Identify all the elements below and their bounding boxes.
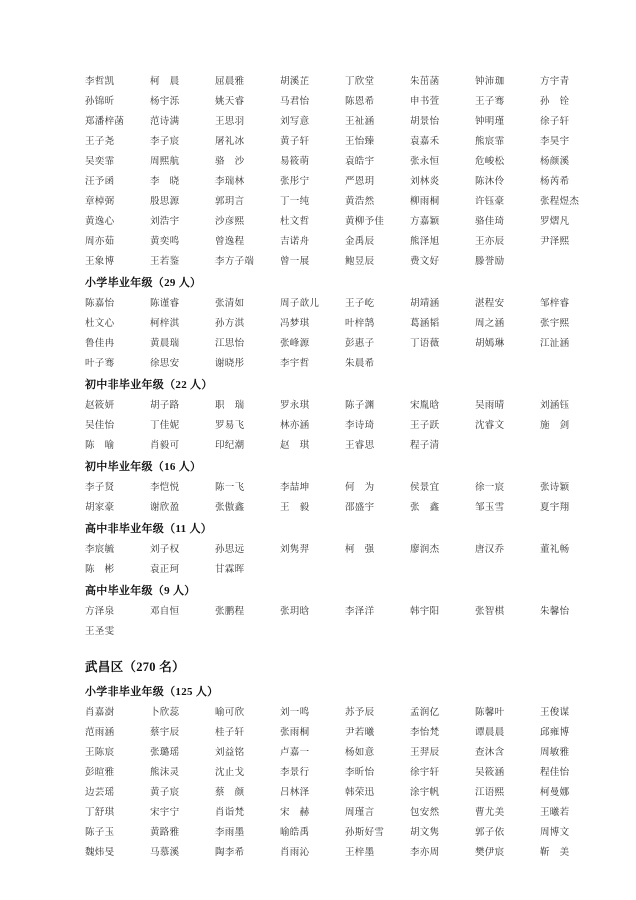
person-name: 张清如 xyxy=(215,299,245,309)
person-name: 汪予函 xyxy=(85,177,115,187)
person-name: 谢晓彤 xyxy=(215,359,245,369)
person-name: 曹尤美 xyxy=(475,808,505,818)
person-name: 柯 晨 xyxy=(150,77,180,87)
person-name: 丁语薇 xyxy=(410,339,440,349)
name-row xyxy=(85,92,610,112)
district-title: 武昌区（270 名） xyxy=(85,660,185,674)
person-name: 宋胤晗 xyxy=(410,401,440,411)
name-row xyxy=(85,823,610,843)
person-name: 王陈宸 xyxy=(85,748,115,758)
name-row xyxy=(85,252,610,272)
person-name: 朱晨希 xyxy=(345,359,375,369)
person-name: 李诗琦 xyxy=(345,421,375,431)
person-name: 郑潘梓菡 xyxy=(85,117,125,127)
person-name: 胡嫣琳 xyxy=(475,339,505,349)
person-name: 罗易飞 xyxy=(215,421,245,431)
person-name: 湛程安 xyxy=(475,299,505,309)
person-name: 胡景怡 xyxy=(410,117,440,127)
person-name: 邹梓睿 xyxy=(540,299,570,309)
person-name: 熊泽旭 xyxy=(410,237,440,247)
name-row xyxy=(85,783,610,803)
person-name: 程佳怡 xyxy=(540,768,570,778)
person-name: 徐思安 xyxy=(150,359,180,369)
person-name: 江沚涵 xyxy=(540,339,570,349)
name-row xyxy=(85,743,610,763)
person-name: 孟润亿 xyxy=(410,708,440,718)
person-name: 肖诣梵 xyxy=(215,808,245,818)
person-name: 宋宇宁 xyxy=(150,808,180,818)
name-row xyxy=(85,436,610,456)
person-name: 肖嘉澍 xyxy=(85,708,115,718)
name-row xyxy=(85,232,610,252)
person-name: 尹若曦 xyxy=(345,728,375,738)
person-name: 夏宇翔 xyxy=(540,503,570,513)
person-name: 韩荣迅 xyxy=(345,788,375,798)
person-name: 陈一飞 xyxy=(215,483,245,493)
person-name: 唐汉乔 xyxy=(475,545,505,555)
person-name: 邓自恒 xyxy=(150,607,180,617)
person-name: 刘益铭 xyxy=(215,748,245,758)
person-name: 张彤宁 xyxy=(280,177,310,187)
person-name: 方泽泉 xyxy=(85,607,115,617)
person-name: 胡家豪 xyxy=(85,503,115,513)
person-name: 印纪潮 xyxy=(215,441,245,451)
person-name: 骆 沙 xyxy=(215,157,245,167)
person-name: 刘写意 xyxy=(280,117,310,127)
person-name: 袁皓宇 xyxy=(345,157,375,167)
person-name: 叶子骞 xyxy=(85,359,115,369)
person-name: 孙 铨 xyxy=(540,97,570,107)
person-name: 陶李希 xyxy=(215,848,245,858)
person-name: 柯梓淇 xyxy=(150,319,180,329)
person-name: 陈子玉 xyxy=(85,828,115,838)
person-name: 王子尧 xyxy=(85,137,115,147)
person-name: 张傲鑫 xyxy=(215,503,245,513)
person-name: 张永恒 xyxy=(410,157,440,167)
person-name: 涂宇帆 xyxy=(410,788,440,798)
person-name: 陈沐伶 xyxy=(475,177,505,187)
section-title: 初中毕业年级（16 人） xyxy=(85,461,202,473)
person-name: 樊伊宸 xyxy=(475,848,505,858)
person-name: 胡溪芷 xyxy=(280,77,310,87)
person-name: 张雨桐 xyxy=(280,728,310,738)
person-name: 李亦周 xyxy=(410,848,440,858)
person-name: 彭暄雅 xyxy=(85,768,115,778)
name-row xyxy=(85,112,610,132)
person-name: 丁舒琪 xyxy=(85,808,115,818)
person-name: 钟沛珈 xyxy=(475,77,505,87)
person-name: 吴佳怡 xyxy=(85,421,115,431)
person-name: 包安然 xyxy=(410,808,440,818)
person-name: 丁一纯 xyxy=(280,197,310,207)
person-name: 骆佳琦 xyxy=(475,217,505,227)
name-row xyxy=(85,703,610,723)
name-row xyxy=(85,294,610,314)
person-name: 黄浩然 xyxy=(345,197,375,207)
person-name: 蔡宇辰 xyxy=(150,728,180,738)
person-name: 查沐含 xyxy=(475,748,505,758)
person-name: 廖润杰 xyxy=(410,545,440,555)
person-name: 杨颜溪 xyxy=(540,157,570,167)
person-name: 马君怡 xyxy=(280,97,310,107)
person-name: 林亦涵 xyxy=(280,421,310,431)
person-name: 江思怡 xyxy=(215,339,245,349)
person-name: 沈止戈 xyxy=(215,768,245,778)
person-name: 张玥晗 xyxy=(280,607,310,617)
person-name: 王思羽 xyxy=(215,117,245,127)
person-name: 王曦若 xyxy=(540,808,570,818)
person-name: 周亦茹 xyxy=(85,237,115,247)
person-name: 陈馨叶 xyxy=(475,708,505,718)
person-name: 谢欣盈 xyxy=(150,503,180,513)
name-row xyxy=(85,132,610,152)
person-name: 职 瑞 xyxy=(215,401,245,411)
person-name: 程子清 xyxy=(410,441,440,451)
person-name: 张诗颖 xyxy=(540,483,570,493)
name-row xyxy=(85,498,610,518)
person-name: 李泽洋 xyxy=(345,607,375,617)
person-name: 张智棋 xyxy=(475,607,505,617)
person-name: 易筱萌 xyxy=(280,157,310,167)
person-name: 李恺悦 xyxy=(150,483,180,493)
person-name: 李瑞林 xyxy=(215,177,245,187)
person-name: 边芸瑶 xyxy=(85,788,115,798)
person-name: 宋 赫 xyxy=(280,808,310,818)
person-name: 黄子宸 xyxy=(150,788,180,798)
name-row xyxy=(85,803,610,823)
person-name: 殷思源 xyxy=(150,197,180,207)
person-name: 李 晓 xyxy=(150,177,180,187)
person-name: 靳 美 xyxy=(540,848,570,858)
person-name: 黄路雅 xyxy=(150,828,180,838)
person-name: 朱馨怡 xyxy=(540,607,570,617)
name-row xyxy=(85,354,610,374)
person-name: 桂子轩 xyxy=(215,728,245,738)
person-name: 张璐瑶 xyxy=(150,748,180,758)
person-name: 李宇哲 xyxy=(280,359,310,369)
person-name: 王睿思 xyxy=(345,441,375,451)
person-name: 朱茁菡 xyxy=(410,77,440,87)
person-name: 王祉涵 xyxy=(345,117,375,127)
person-name: 张鹏程 xyxy=(215,607,245,617)
person-name: 刘浩宇 xyxy=(150,217,180,227)
person-name: 王梓墨 xyxy=(345,848,375,858)
name-row xyxy=(85,212,610,232)
person-name: 吴奕霏 xyxy=(85,157,115,167)
person-name: 张 鑫 xyxy=(410,503,440,513)
person-name: 姚天睿 xyxy=(215,97,245,107)
name-row xyxy=(85,172,610,192)
person-name: 李子贤 xyxy=(85,483,115,493)
person-name: 叶梓鹄 xyxy=(345,319,375,329)
person-name: 周敏雅 xyxy=(540,748,570,758)
person-name: 韩宇阳 xyxy=(410,607,440,617)
person-name: 方宇青 xyxy=(540,77,570,87)
person-name: 徐子轩 xyxy=(540,117,570,127)
name-row xyxy=(85,334,610,354)
person-name: 王象博 xyxy=(85,257,115,267)
person-name: 王亦辰 xyxy=(475,237,505,247)
person-name: 柯 强 xyxy=(345,545,375,555)
person-name: 黄柳予佳 xyxy=(345,217,385,227)
name-row xyxy=(85,314,610,334)
person-name: 王子屹 xyxy=(345,299,375,309)
person-name: 陈子渊 xyxy=(345,401,375,411)
person-name: 费文好 xyxy=(410,257,440,267)
section-title: 高中毕业年级（9 人） xyxy=(85,585,196,597)
person-name: 范诗满 xyxy=(150,117,180,127)
person-name: 章棹弼 xyxy=(85,197,115,207)
person-name: 李景行 xyxy=(280,768,310,778)
person-name: 尹泽熙 xyxy=(540,237,570,247)
person-name: 柯曼娜 xyxy=(540,788,570,798)
name-row xyxy=(85,602,610,622)
person-name: 孙方淇 xyxy=(215,319,245,329)
person-name: 王子跃 xyxy=(410,421,440,431)
person-name: 董礼畅 xyxy=(540,545,570,555)
person-name: 吉诺舟 xyxy=(280,237,310,247)
person-name: 滕誉励 xyxy=(475,257,505,267)
person-name: 王俊谋 xyxy=(540,708,570,718)
person-name: 郭玥言 xyxy=(215,197,245,207)
person-name: 袁正珂 xyxy=(150,565,180,575)
person-name: 徐宇轩 xyxy=(410,768,440,778)
person-name: 危峻松 xyxy=(475,157,505,167)
person-name: 刘子权 xyxy=(150,545,180,555)
person-name: 杜文心 xyxy=(85,319,115,329)
person-name: 李怡梵 xyxy=(410,728,440,738)
person-name: 王 毅 xyxy=(280,503,310,513)
person-name: 甘霖晖 xyxy=(215,565,245,575)
person-name: 丁欣堂 xyxy=(345,77,375,87)
person-name: 张宇熙 xyxy=(540,319,570,329)
person-name: 喻可欣 xyxy=(215,708,245,718)
person-name: 何 为 xyxy=(345,483,375,493)
person-name: 袁嘉禾 xyxy=(410,137,440,147)
person-name: 李哲凯 xyxy=(85,77,115,87)
person-name: 张程煜杰 xyxy=(540,197,580,207)
name-row xyxy=(85,478,610,498)
person-name: 肖雨沁 xyxy=(280,848,310,858)
person-name: 江语熙 xyxy=(475,788,505,798)
person-name: 张峰源 xyxy=(280,339,310,349)
person-name: 方嘉颖 xyxy=(410,217,440,227)
person-name: 黄子轩 xyxy=(280,137,310,147)
roster xyxy=(85,72,610,863)
person-name: 杨芮希 xyxy=(540,177,570,187)
person-name: 魏炜旻 xyxy=(85,848,115,858)
person-name: 钟明瑾 xyxy=(475,117,505,127)
person-name: 罗永琪 xyxy=(280,401,310,411)
person-name: 卜欣蕊 xyxy=(150,708,180,718)
person-name: 刘林炎 xyxy=(410,177,440,187)
person-name: 柳雨桐 xyxy=(410,197,440,207)
person-name: 沙彦熙 xyxy=(215,217,245,227)
person-name: 丁佳妮 xyxy=(150,421,180,431)
name-row xyxy=(85,723,610,743)
person-name: 杜文哲 xyxy=(280,217,310,227)
person-name: 陈恩希 xyxy=(345,97,375,107)
person-name: 陈 彬 xyxy=(85,565,115,575)
person-name: 苏予辰 xyxy=(345,708,375,718)
person-name: 许钰豪 xyxy=(475,197,505,207)
person-name: 王若鉴 xyxy=(150,257,180,267)
person-name: 李昕怡 xyxy=(345,768,375,778)
person-name: 申书萱 xyxy=(410,97,440,107)
name-row xyxy=(85,396,610,416)
person-name: 李子宸 xyxy=(150,137,180,147)
person-name: 罗熠凡 xyxy=(540,217,570,227)
person-name: 陈 喻 xyxy=(85,441,115,451)
person-name: 周瑾言 xyxy=(345,808,375,818)
person-name: 曾逸程 xyxy=(215,237,245,247)
person-name: 彭惠子 xyxy=(345,339,375,349)
name-row xyxy=(85,763,610,783)
person-name: 陈嘉怡 xyxy=(85,299,115,309)
person-name: 胡靖涵 xyxy=(410,299,440,309)
person-name: 赵筱妍 xyxy=(85,401,115,411)
name-row xyxy=(85,72,610,92)
person-name: 杨宇泺 xyxy=(150,97,180,107)
person-name: 熊宸霏 xyxy=(475,137,505,147)
person-name: 郭子依 xyxy=(475,828,505,838)
person-name: 孙斯好雪 xyxy=(345,828,385,838)
person-name: 屠礼冰 xyxy=(215,137,245,147)
person-name: 肖毅可 xyxy=(150,441,180,451)
name-row xyxy=(85,540,610,560)
person-name: 李宸毓 xyxy=(85,545,115,555)
person-name: 黄逸心 xyxy=(85,217,115,227)
person-name: 施 剑 xyxy=(540,421,570,431)
name-row xyxy=(85,416,610,436)
person-name: 刘隽羿 xyxy=(280,545,310,555)
name-row xyxy=(85,843,610,863)
person-name: 胡文隽 xyxy=(410,828,440,838)
section-title: 小学毕业年级（29 人） xyxy=(85,277,202,289)
person-name: 吴筱涵 xyxy=(475,768,505,778)
person-name: 王圣雯 xyxy=(85,627,115,637)
person-name: 孙锦昕 xyxy=(85,97,115,107)
person-name: 严恩玥 xyxy=(345,177,375,187)
person-name: 赵 琪 xyxy=(280,441,310,451)
person-name: 邹玉雪 xyxy=(475,503,505,513)
person-name: 李雨墨 xyxy=(215,828,245,838)
person-name: 卢嘉一 xyxy=(280,748,310,758)
person-name: 侯景宜 xyxy=(410,483,440,493)
person-name: 喻皓禹 xyxy=(280,828,310,838)
person-name: 徐一宸 xyxy=(475,483,505,493)
person-name: 吕林泽 xyxy=(280,788,310,798)
person-name: 蔡 颜 xyxy=(215,788,245,798)
person-name: 屈晨雅 xyxy=(215,77,245,87)
name-row xyxy=(85,192,610,212)
person-name: 金禹辰 xyxy=(345,237,375,247)
person-name: 谭晨晨 xyxy=(475,728,505,738)
section-title: 高中非毕业年级（11 人） xyxy=(85,523,213,535)
person-name: 王怡臻 xyxy=(345,137,375,147)
person-name: 李方子端 xyxy=(215,257,255,267)
person-name: 鲁佳冉 xyxy=(85,339,115,349)
person-name: 李昊宇 xyxy=(540,137,570,147)
person-name: 熊沫灵 xyxy=(150,768,180,778)
person-name: 杨如意 xyxy=(345,748,375,758)
person-name: 周熙航 xyxy=(150,157,180,167)
person-name: 黄晨瑞 xyxy=(150,339,180,349)
name-row xyxy=(85,152,610,172)
section-title: 初中非毕业年级（22 人） xyxy=(85,379,213,391)
person-name: 冯梦琪 xyxy=(280,319,310,329)
name-row xyxy=(85,622,610,642)
section-title: 小学非毕业年级（125 人） xyxy=(85,686,219,698)
person-name: 刘一鸣 xyxy=(280,708,310,718)
person-name: 吴雨晴 xyxy=(475,401,505,411)
person-name: 王羿辰 xyxy=(410,748,440,758)
person-name: 李喆坤 xyxy=(280,483,310,493)
person-name: 周博文 xyxy=(540,828,570,838)
person-name: 曾一展 xyxy=(280,257,310,267)
person-name: 葛涵韬 xyxy=(410,319,440,329)
person-name: 周子歆儿 xyxy=(280,299,320,309)
person-name: 胡子路 xyxy=(150,401,180,411)
person-name: 陈谨睿 xyxy=(150,299,180,309)
person-name: 范雨涵 xyxy=(85,728,115,738)
person-name: 邵盛宇 xyxy=(345,503,375,513)
person-name: 马慕溪 xyxy=(150,848,180,858)
person-name: 鲍昱辰 xyxy=(345,257,375,267)
person-name: 周之涵 xyxy=(475,319,505,329)
person-name: 沈睿文 xyxy=(475,421,505,431)
person-name: 黄奕鸣 xyxy=(150,237,180,247)
person-name: 孙思远 xyxy=(215,545,245,555)
name-row xyxy=(85,560,610,580)
person-name: 刘涵钰 xyxy=(540,401,570,411)
person-name: 王子骞 xyxy=(475,97,505,107)
person-name: 邱雍博 xyxy=(540,728,570,738)
